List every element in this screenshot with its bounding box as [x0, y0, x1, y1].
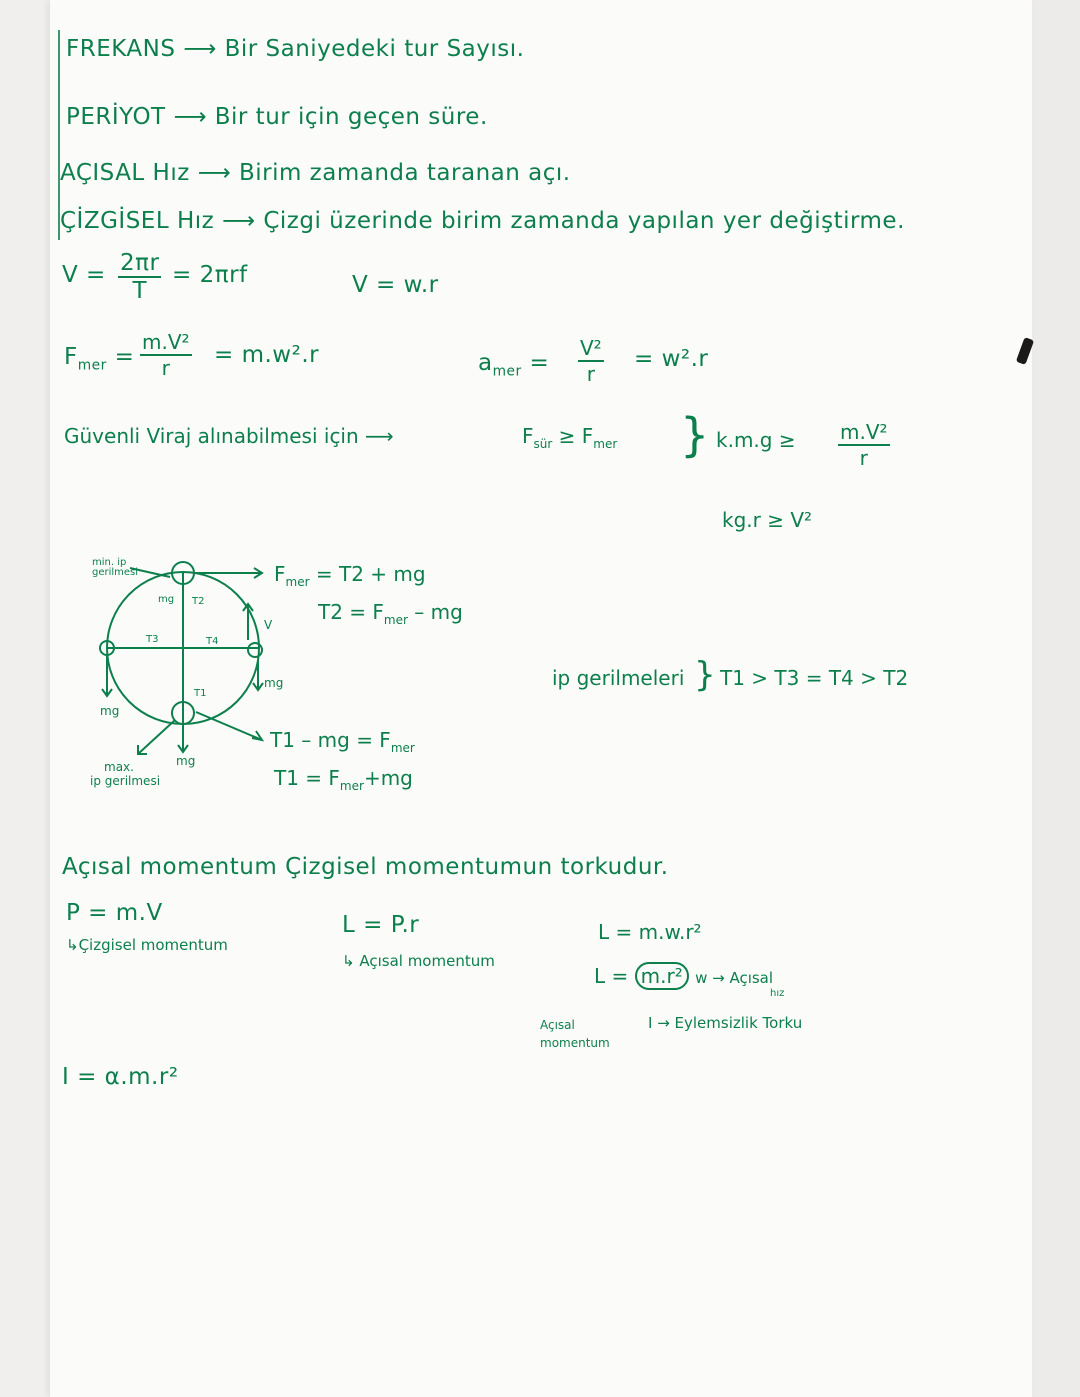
safe-turn-fraction: $\frac{\text{m.V²}}{r}$ [840, 420, 888, 470]
diagram-t3: T3 [146, 634, 159, 645]
tension-top-eq1: $F_{mer} = T2$ + mg [274, 562, 426, 589]
angular-speed-note: hız [770, 988, 785, 999]
diagram-mg-bottom: mg [176, 754, 196, 768]
diagram-min-label: min. ip gerilmesi [92, 557, 139, 578]
angular-momentum-eq2: L = m.w.r² [598, 920, 702, 944]
velocity-fraction: $\frac{2\pi r}{T}$ [120, 250, 160, 304]
tension-summary-relation: T1 > T3 = T4 > T2 [720, 666, 909, 690]
linear-momentum-note: ↳Çizgisel momentum [66, 936, 228, 954]
diagram-mg-top: mg [158, 594, 175, 605]
accel-rhs: = w².r [634, 346, 709, 372]
definition-periyot: PERİYOT ⟶ Bir tur için geçen süre. [66, 104, 488, 130]
inertia-eq: I = α.m.r² [62, 1064, 179, 1090]
tension-summary: ip gerilmeleri [552, 666, 685, 690]
arrow-bottom-max [138, 720, 175, 754]
inertia-note: I → Eylemsizlik Torku [648, 1014, 803, 1032]
safe-turn-inequality: k.m.g ≥ [716, 428, 796, 452]
force-rhs: = m.w².r [214, 342, 320, 368]
angular-heading: Açısal momentum Çizgisel momentumun torkudur. [62, 854, 669, 880]
definition-acisal-hiz: AÇISAL Hız ⟶ Birim zamanda taranan açı. [60, 160, 571, 186]
angular-momentum-label: Açısal momentum [540, 1018, 610, 1050]
arrow-bottom-fmer [196, 712, 262, 740]
velocity-rhs: = 2πrf [172, 262, 248, 288]
linear-momentum-eq: P = m.V [66, 900, 163, 926]
force-fraction: $\frac{\text{m.V²}}{r}$ [142, 330, 190, 380]
brace: } [680, 408, 710, 462]
diagram-mg-left: mg [100, 704, 120, 718]
angular-momentum-eq3: L = m.r² w → Açısal [594, 964, 774, 988]
diagram-max-label: max. ip gerilmesi [90, 760, 161, 788]
definition-cizgisel-hiz: ÇİZGİSEL Hız ⟶ Çizgi üzerinde birim zamanda yapılan yer değiştirme. [60, 208, 905, 234]
velocity-alt: V = w.r [352, 272, 439, 298]
velocity-lhs: V = [62, 262, 106, 288]
accel-fraction: $\frac{\text{V²}}{r}$ [580, 336, 602, 386]
force-lhs: $F_{mer}$ = [64, 344, 135, 374]
tension-top-eq2: $T2 = F_{mer}$ – mg [318, 600, 463, 627]
angular-momentum-note: ↳ Açısal momentum [342, 952, 495, 970]
tension-bottom-eq1: T1 – mg = $F_{mer}$ [270, 728, 415, 755]
diagram-v: V [264, 618, 273, 632]
safe-turn-result: kg.r ≥ V² [722, 508, 813, 532]
diagram-t2: T2 [192, 596, 205, 607]
definition-frekans: FREKANS ⟶ Bir Saniyedeki tur Sayısı. [66, 36, 525, 62]
diagram-mg-right: mg [264, 676, 284, 690]
summary-brace: } [694, 655, 716, 695]
tension-bottom-eq2: $T1 = F_{mer}+mg$ [274, 766, 413, 793]
angular-momentum-eq: L = P.r [342, 912, 420, 938]
accel-lhs: $a_{mer}$ = [478, 350, 550, 380]
diagram-t1: T1 [194, 688, 207, 699]
diagram-t4: T4 [206, 636, 219, 647]
safe-turn-text: Güvenli Viraj alınabilmesi için ⟶ [64, 424, 394, 448]
safe-turn-condition: $F_{sür} \ge F_{mer}$ [522, 424, 618, 451]
